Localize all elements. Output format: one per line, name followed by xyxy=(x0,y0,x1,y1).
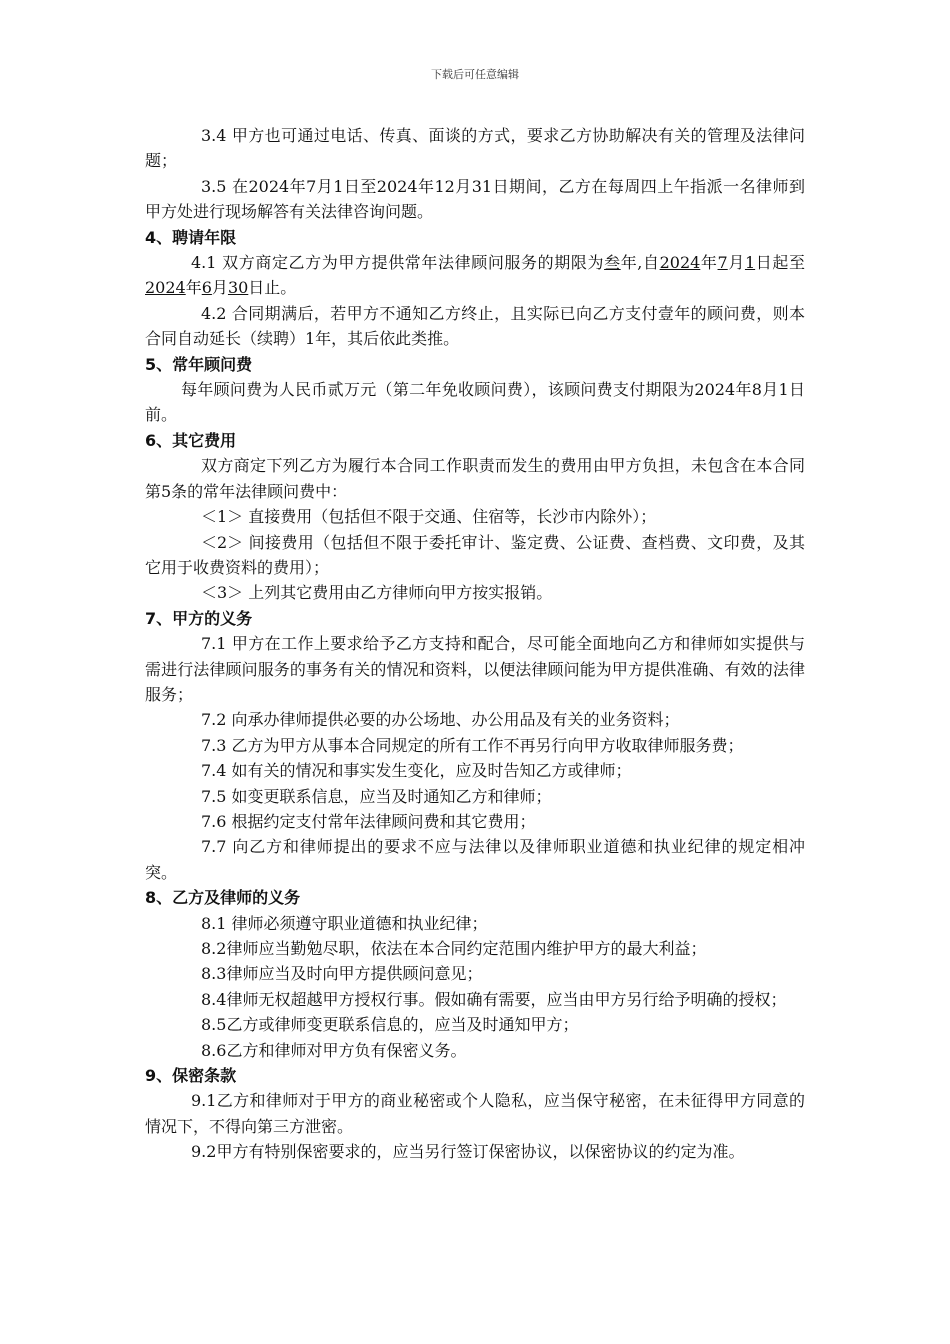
clause-6-item-3: ＜3＞ 上列其它费用由乙方律师向甲方按实报销。 xyxy=(201,583,553,603)
clause-3-5: 3.5 在2024年7月1日至2024年12月31日期间，乙方在每周四上午指派一名律师到甲方处进行现场解答有关法律咨询问题。 xyxy=(145,176,805,222)
clause-7-2: 7.2 向承办律师提供必要的办公场地、办公用品及有关的业务资料； xyxy=(201,710,680,730)
clause-8-2: 8.2律师应当勤勉尽职，依法在本合同约定范围内维护甲方的最大利益； xyxy=(201,939,707,958)
section-9-heading: 9、保密条款 xyxy=(145,1066,237,1086)
start-year: 2024 xyxy=(659,253,701,273)
clause-5: 每年顾问费为人民币贰万元（第二年免收顾问费），该顾问费支付期限为2024年8月1日前。 xyxy=(145,380,805,425)
clause-4-1: 4.1 双方商定乙方为甲方提供常年法律顾问服务的期限为叁年,自2024年7月1日起至2024年6月30日止。 xyxy=(145,253,805,298)
clause-9-2: 9.2甲方有特别保密要求的，应当另行签订保密协议，以保密协议的约定为准。 xyxy=(191,1142,745,1162)
document-body xyxy=(145,123,805,1165)
clause-7-3: 7.3 乙方为甲方从事本合同规定的所有工作不再另行向甲方收取律师服务费； xyxy=(201,735,744,755)
clause-7-7: 7.7 向乙方和律师提出的要求不应与法律以及律师职业道德和执业纪律的规定相冲突。 xyxy=(145,837,805,882)
start-day: 1 xyxy=(744,253,756,273)
clause-8-6: 8.6乙方和律师对甲方负有保密义务。 xyxy=(201,1040,467,1060)
clause-9-1: 9.1乙方和律师对于甲方的商业秘密或个人隐私，应当保守秘密，在未征得甲方同意的情况下，不得向第三方泄密。 xyxy=(145,1091,805,1136)
clause-7-6: 7.6 根据约定支付常年法律顾问费和其它费用； xyxy=(201,811,536,831)
start-month: 7 xyxy=(717,253,728,273)
clause-3-4: 3.4 甲方也可通过电话、传真、面谈的方式，要求乙方协助解决有关的管理及法律问题； xyxy=(145,126,805,171)
clause-6-item-2: ＜2＞ 间接费用（包括但不限于委托审计、鉴定费、公证费、查档费、文印费，及其它用于收费资料的费用）； xyxy=(145,532,805,577)
clause-7-5: 7.5 如变更联系信息，应当及时通知乙方和律师； xyxy=(201,786,552,806)
end-day: 30 xyxy=(227,278,249,298)
clause-8-5: 8.5乙方或律师变更联系信息的，应当及时通知甲方； xyxy=(201,1015,579,1035)
clause-8-3: 8.3律师应当及时向甲方提供顾问意见； xyxy=(201,964,483,984)
clause-7-1: 7.1 甲方在工作上要求给予乙方支持和配合，尽可能全面地向乙方和律师如实提供与需进行法律顾问服务的事务有关的情况和资料，以便法律顾问能为甲方提供准确、有效的法律服务； xyxy=(145,634,805,704)
section-4-heading: 4、聘请年限 xyxy=(145,227,237,247)
page-header: 下载后可任意编辑 xyxy=(431,68,519,81)
clause-8-1: 8.1 律师必须遵守职业道德和执业纪律； xyxy=(201,913,488,933)
clause-8-4: 8.4律师无权超越甲方授权行事。假如确有需要，应当由甲方另行给予明确的授权； xyxy=(201,989,787,1009)
clause-4-2: 4.2 合同期满后，若甲方不通知乙方终止，且实际已向乙方支付壹年的顾问费，则本合同自动延长（续聘）1年，其后依此类推。 xyxy=(145,303,805,349)
clause-6-item-1: ＜1＞ 直接费用（包括但不限于交通、住宿等，长沙市内除外）； xyxy=(201,507,657,527)
clause-7-4: 7.4 如有关的情况和事实发生变化，应及时告知乙方或律师； xyxy=(201,761,632,781)
term-years: 叁 xyxy=(604,253,621,273)
section-7-heading: 7、甲方的义务 xyxy=(145,608,253,628)
end-month: 6 xyxy=(201,278,212,298)
end-year: 2024 xyxy=(145,278,186,298)
clause-6: 双方商定下列乙方为履行本合同工作职责而发生的费用由甲方负担，未包含在本合同第5条的常年法律顾问费中： xyxy=(145,456,805,501)
section-8-heading: 8、乙方及律师的义务 xyxy=(145,888,301,908)
section-5-heading: 5、常年顾问费 xyxy=(145,354,253,374)
section-6-heading: 6、其它费用 xyxy=(145,430,237,450)
